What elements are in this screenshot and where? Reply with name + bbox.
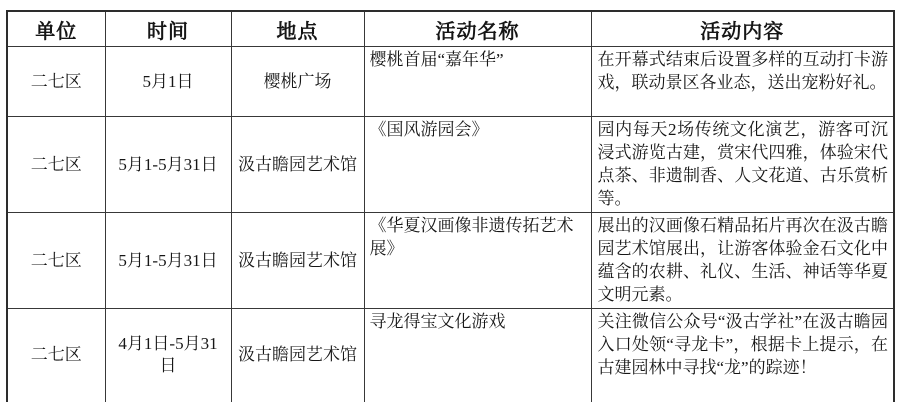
cell-location: 汲古瞻园艺术馆: [231, 117, 364, 213]
column-header-location: 地点: [231, 11, 364, 47]
column-header-unit: 单位: [7, 11, 105, 47]
cell-time: 5月1日: [105, 47, 231, 117]
cell-activity-content: 关注微信公众号“汲古学社”在汲古瞻园入口处领“寻龙卡”，根据卡上提示，在古建园林中寻找“龙”的踪迹！: [591, 309, 894, 402]
column-header-activity-content: 活动内容: [591, 11, 894, 47]
table-row: [7, 47, 894, 117]
table-row: [7, 117, 894, 213]
cell-activity-content: 展出的汉画像石精品拓片再次在汲古瞻园艺术馆展出，让游客体验金石文化中蕴含的农耕、礼仪、生活、神话等华夏文明元素。: [591, 213, 894, 309]
events-table: [6, 10, 895, 402]
cell-unit: 二七区: [7, 309, 105, 402]
cell-unit: 二七区: [7, 47, 105, 117]
table-header-row: [7, 11, 894, 47]
cell-activity-name: 《国风游园会》: [364, 117, 591, 213]
cell-time: 5月1-5月31日: [105, 213, 231, 309]
cell-location: 樱桃广场: [231, 47, 364, 117]
column-header-activity-name: 活动名称: [364, 11, 591, 47]
cell-location: 汲古瞻园艺术馆: [231, 309, 364, 402]
cell-activity-name: 《华夏汉画像非遗传拓艺术展》: [364, 213, 591, 309]
cell-time: 4月1日-5月31日: [105, 309, 231, 402]
cell-activity-name: 樱桃首届“嘉年华”: [364, 47, 591, 117]
cell-unit: 二七区: [7, 117, 105, 213]
cell-location: 汲古瞻园艺术馆: [231, 213, 364, 309]
column-header-time: 时间: [105, 11, 231, 47]
cell-unit: 二七区: [7, 213, 105, 309]
cell-activity-content: 园内每天2场传统文化演艺，游客可沉浸式游览古建，赏宋代四雅，体验宋代点茶、非遗制香、人文花道、古乐赏析等。: [591, 117, 894, 213]
cell-activity-content: 在开幕式结束后设置多样的互动打卡游戏，联动景区各业态，送出宠粉好礼。: [591, 47, 894, 117]
table-row: [7, 309, 894, 402]
table-row: [7, 213, 894, 309]
cell-activity-name: 寻龙得宝文化游戏: [364, 309, 591, 402]
cell-time: 5月1-5月31日: [105, 117, 231, 213]
